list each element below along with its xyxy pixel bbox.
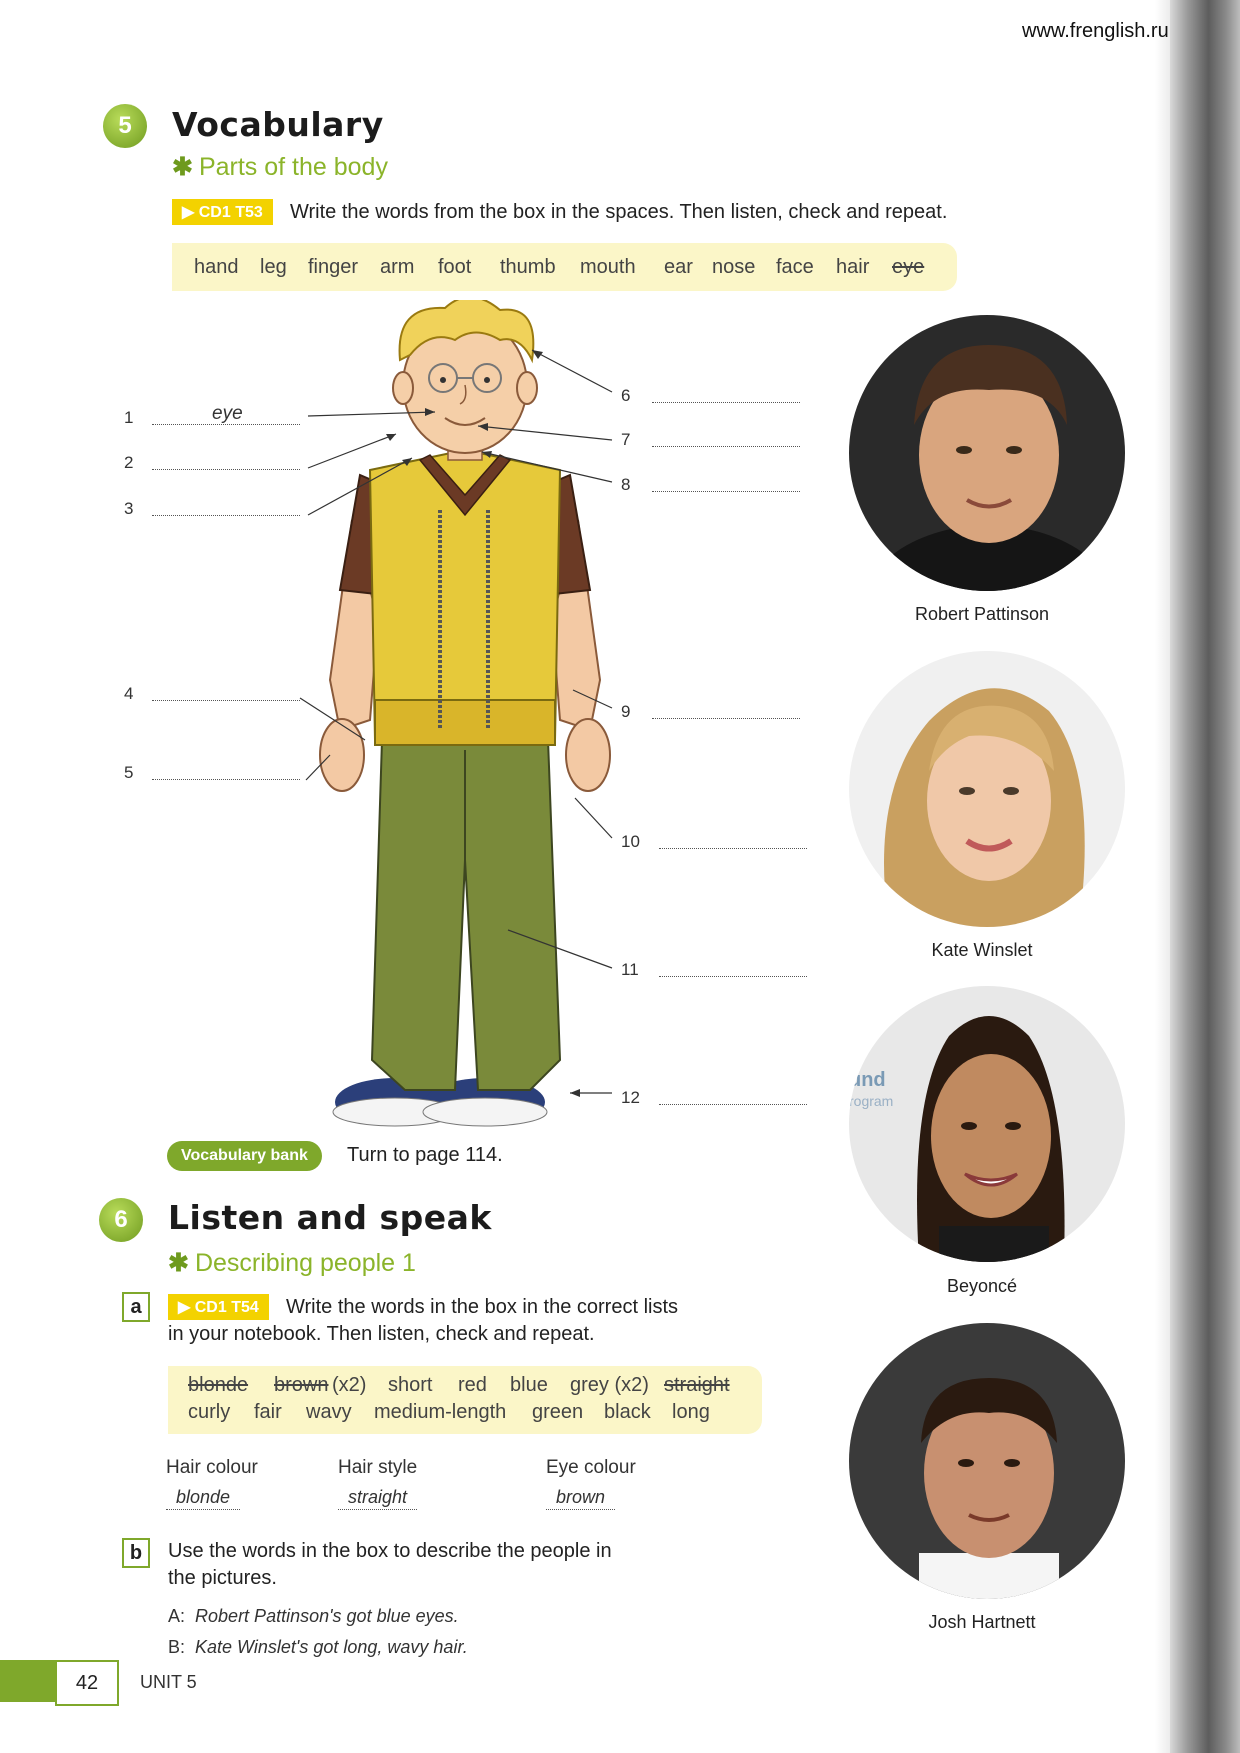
cd-track-button[interactable]: ▶ CD1 T54 <box>168 1294 269 1320</box>
answer-line[interactable] <box>652 491 800 492</box>
word-box-item: hair <box>836 256 870 278</box>
dialog-speaker: B: <box>168 1637 186 1657</box>
answer-line[interactable] <box>652 446 800 447</box>
caption-josh-hartnett: Josh Hartnett <box>928 1612 1036 1632</box>
dialog-line <box>168 1606 459 1627</box>
part-a-instruction-line2: in your notebook. Then listen, check and repeat. <box>168 1323 595 1345</box>
word-box-item: ear <box>664 256 693 278</box>
vocabulary-bank-badge[interactable]: Vocabulary bank <box>167 1141 322 1171</box>
word-box-item-crossed: brown <box>274 1374 329 1396</box>
answer-line[interactable] <box>659 1104 807 1105</box>
section-5-title: Vocabulary <box>172 105 384 144</box>
part-a-instruction-line1: Write the words in the box in the correct lists <box>286 1296 679 1318</box>
answer-line[interactable] <box>152 469 300 470</box>
column-heading-hair-colour: Hair colour <box>166 1457 258 1478</box>
word-box-item: curly <box>188 1401 231 1423</box>
word-box-item: medium-length <box>374 1401 507 1423</box>
label-number: 5 <box>124 763 134 782</box>
word-box-item: foot <box>438 256 472 278</box>
cd-track-button[interactable]: ▶ CD1 T53 <box>172 199 273 225</box>
portrait-image <box>849 315 1125 591</box>
column-example-eye-colour: brown <box>546 1487 615 1510</box>
photo-beyonce <box>849 986 1125 1262</box>
column-example-hair-colour: blonde <box>166 1487 240 1510</box>
answer-line[interactable] <box>152 515 300 516</box>
section-5-instruction: Write the words from the box in the spaces. Then listen, check and repeat. <box>290 201 948 223</box>
describing-word-box <box>168 1366 762 1434</box>
portrait-image <box>849 1323 1125 1599</box>
word-box-item-crossed: straight <box>664 1374 730 1396</box>
word-box-item: black <box>604 1401 651 1423</box>
photo-backdrop-text: rogram <box>849 1093 894 1109</box>
answer-line[interactable] <box>659 848 807 849</box>
vocabulary-bank-text: Turn to page 114. <box>347 1144 503 1166</box>
section-6-subtitle-text: Describing people 1 <box>194 1249 416 1277</box>
column-heading-eye-colour: Eye colour <box>546 1457 636 1478</box>
word-box-item: green <box>532 1401 584 1423</box>
word-box-item: arm <box>380 256 415 278</box>
section-5-subtitle <box>172 152 388 182</box>
label-number: 8 <box>621 475 631 494</box>
answer-line[interactable] <box>652 718 800 719</box>
part-a-label: a <box>122 1292 150 1322</box>
word-box-item: (x2) <box>332 1374 367 1396</box>
word-box-item: thumb <box>500 256 556 278</box>
word-box-item: mouth <box>580 256 636 278</box>
label-number: 10 <box>621 832 640 851</box>
answer-line[interactable] <box>652 402 800 403</box>
section-5-badge: 5 <box>103 104 147 148</box>
part-b-instruction-line1: Use the words in the box to describe the people in <box>168 1540 612 1562</box>
word-box-item: grey (x2) <box>570 1374 649 1396</box>
label-number: 7 <box>621 430 631 449</box>
label-number: 6 <box>621 386 631 405</box>
dialog-speaker: A: <box>168 1606 186 1626</box>
photo-robert-pattinson <box>849 315 1125 591</box>
part-b-label: b <box>122 1538 150 1568</box>
label-number: 9 <box>621 702 631 721</box>
site-url: www.frenglish.ru <box>1022 20 1169 42</box>
star-icon: ✱ <box>168 1249 189 1277</box>
star-icon: ✱ <box>172 153 193 181</box>
word-box-item: long <box>672 1401 710 1423</box>
caption-beyonce: Beyoncé <box>946 1276 1018 1296</box>
word-box-item: blue <box>510 1374 548 1396</box>
answer-example: eye <box>212 403 243 424</box>
label-number: 4 <box>124 684 134 703</box>
photo-josh-hartnett <box>849 1323 1125 1599</box>
boy-illustration <box>0 300 840 1180</box>
section-6-subtitle <box>168 1248 416 1278</box>
dialog-text: Robert Pattinson's got blue eyes. <box>195 1606 459 1626</box>
column-heading-hair-style: Hair style <box>338 1457 418 1478</box>
portrait-image <box>849 986 1125 1262</box>
caption-robert-pattinson: Robert Pattinson <box>914 604 1050 624</box>
label-number: 11 <box>621 960 639 979</box>
section-6-title: Listen and speak <box>168 1198 492 1237</box>
word-box-item: face <box>776 256 814 278</box>
answer-line[interactable] <box>659 976 807 977</box>
page-number: 42 <box>55 1660 119 1706</box>
word-box-item-crossed: blonde <box>188 1374 249 1396</box>
unit-label: UNIT 5 <box>140 1672 197 1692</box>
part-b-instruction-line2: the pictures. <box>168 1567 277 1589</box>
dialog-text: Kate Winslet's got long, wavy hair. <box>195 1637 468 1657</box>
photo-backdrop-text: und <box>849 1069 886 1091</box>
photo-kate-winslet <box>849 651 1125 927</box>
answer-line[interactable] <box>152 700 300 701</box>
portrait-image <box>849 651 1125 927</box>
caption-kate-winslet: Kate Winslet <box>931 940 1033 960</box>
label-number: 2 <box>124 453 134 472</box>
word-box-item: short <box>388 1374 433 1396</box>
word-box-item-crossed: eye <box>892 256 925 278</box>
label-number: 3 <box>124 499 134 518</box>
word-box-item: nose <box>712 256 756 278</box>
word-box-item: leg <box>260 256 287 278</box>
word-box-item: red <box>458 1374 487 1396</box>
section-5-subtitle-text: Parts of the body <box>198 153 388 181</box>
label-number: 12 <box>621 1088 640 1107</box>
section-6-badge: 6 <box>99 1198 143 1242</box>
word-box-item: wavy <box>306 1401 352 1423</box>
book-spine <box>1170 0 1240 1753</box>
word-box-item: hand <box>194 256 239 278</box>
dialog-line <box>168 1637 468 1658</box>
word-box <box>172 243 957 291</box>
label-number: 1 <box>124 408 134 427</box>
answer-line[interactable] <box>152 779 300 780</box>
column-example-hair-style: straight <box>338 1487 417 1510</box>
word-box-item: finger <box>308 256 359 278</box>
word-box-item: fair <box>254 1401 282 1423</box>
